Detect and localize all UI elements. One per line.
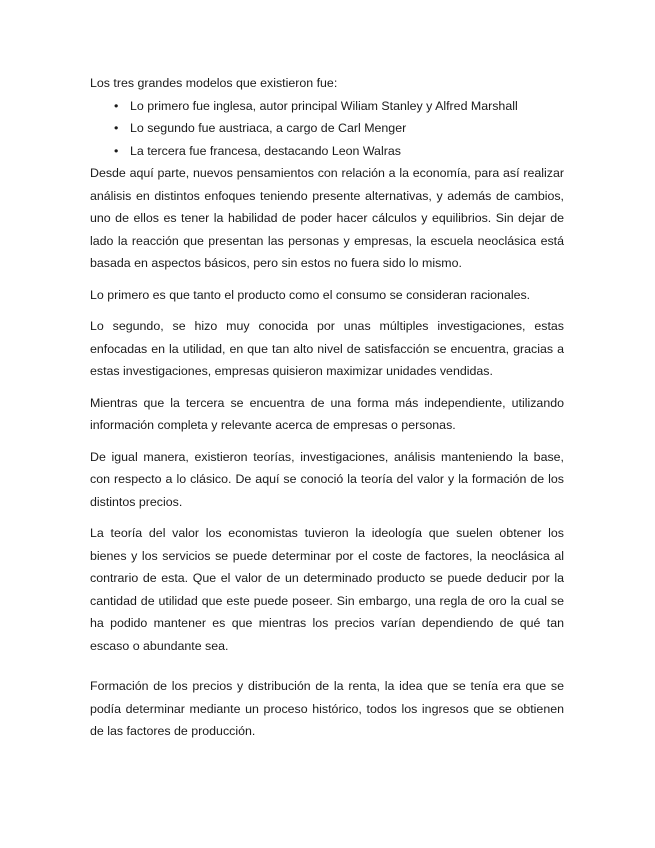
intro-line: Los tres grandes modelos que existieron fue: xyxy=(90,76,338,90)
bullet-icon: • xyxy=(114,121,119,135)
paragraph-first-point: Lo primero es que tanto el producto como el consumo se consideran racionales. xyxy=(90,287,531,302)
models-list xyxy=(90,95,564,163)
bullet-icon: • xyxy=(114,98,119,113)
paragraph-third-point: Mientras que la tercera se encuentra de una forma más independiente, utilizando información completa y relevante acerca de empresas o personas. xyxy=(90,395,564,432)
list-item-text: La tercera fue francesa, destacando Leon Walras xyxy=(130,143,401,158)
list-item xyxy=(90,95,564,118)
list-item-text: Lo primero fue inglesa, autor principal Wiliam Stanley y Alfred Marshall xyxy=(130,98,518,113)
list-item xyxy=(90,140,564,163)
paragraph-theories: De igual manera, existieron teorías, investigaciones, análisis manteniendo la base, con respecto a lo clásico. De aquí se conoció la teoría del valor y la formación de los distintos precios. xyxy=(90,449,564,509)
document-page xyxy=(90,72,564,752)
list-item xyxy=(90,117,564,140)
paragraph-value-theory: La teoría del valor los economistas tuvieron la ideología que suelen obtener los bienes y los servicios se puede determinar por el coste de factores, la neoclásica al contrario de esta. Que el valor de un determinado producto se puede deducir por la cantidad de utilidad que este puede poseer. Sin embargo, una regla de oro la cual se ha podido mantener es que mientras los precios varían dependiendo de qué tan escaso o abundante sea. xyxy=(90,526,564,653)
paragraph-price-formation: Formación de los precios y distribución de la renta, la idea que se tenía era que se podía determinar mediante un proceso histórico, todos los ingresos que se obtienen de las factores de producción. xyxy=(90,679,564,738)
paragraph-second-point: Lo segundo, se hizo muy conocida por unas múltiples investigaciones, estas enfocadas en la utilidad, en que tan alto nivel de satisfacción se encuentra, gracias a estas investigaciones, empresas quisieron maximizar unidades vendidas. xyxy=(90,319,564,378)
paragraph-neoclassical-intro: Desde aquí parte, nuevos pensamientos con relación a la economía, para así realizar análisis en distintos enfoques teniendo presente alternativas, y además de cambios, uno de ellos es tener la habilidad de poder hacer cálculos y equilibrios. Sin dejar de lado la reacción que presentan las personas y empresas, la escuela neoclásica está basada en aspectos básicos, pero sin estos no fuera sido lo mismo. xyxy=(90,166,564,270)
list-item-text: Lo segundo fue austriaca, a cargo de Carl Menger xyxy=(130,121,407,135)
bullet-icon: • xyxy=(114,143,119,158)
